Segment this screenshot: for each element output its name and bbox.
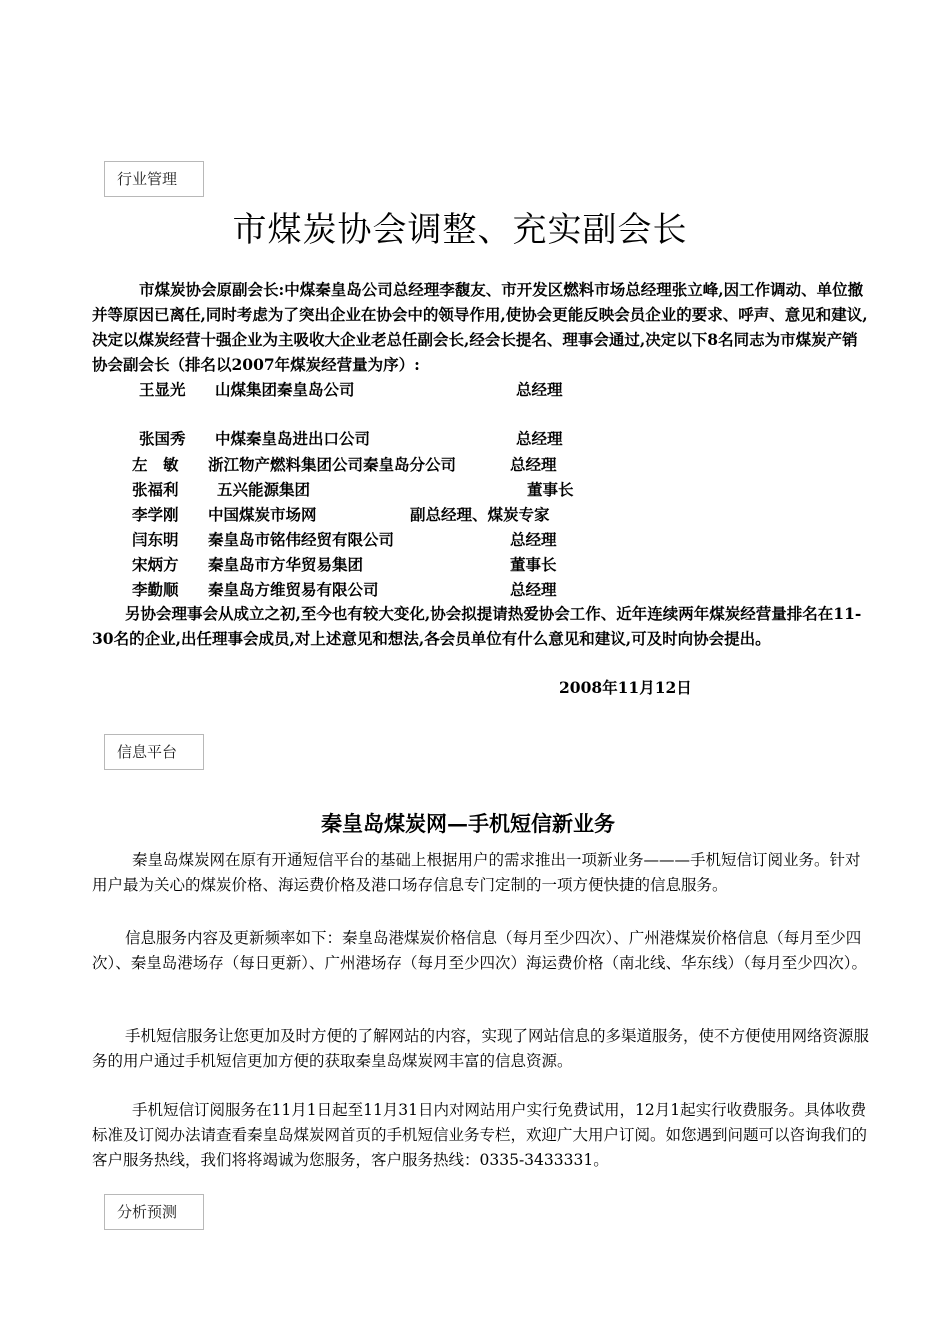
member-name: 闫东明 bbox=[132, 530, 179, 549]
article2-paragraph-2: 信息服务内容及更新频率如下：秦皇岛港煤炭价格信息（每月至少四次）、广州港煤炭价格信息（每月至少四次）、秦皇岛港场存（每日更新）、广州港场存（每月至少四次）海运费价格（南北线、华东线）（每月至少四次）。 bbox=[92, 929, 868, 972]
section-tag-industry: 行业管理 bbox=[104, 161, 204, 197]
member-name: 王显光 bbox=[139, 380, 186, 399]
member-title: 董事长 bbox=[510, 555, 557, 574]
member-company: 中国煤炭市场网 bbox=[208, 505, 317, 524]
member-title: 总经理 bbox=[510, 580, 557, 599]
section-tag-analysis: 分析预测 bbox=[104, 1194, 204, 1230]
member-company: 五兴能源集团 bbox=[217, 480, 311, 499]
article-closing: 另协会理事会从成立之初,至今也有较大变化,协会拟提请热爱协会工作、近年连续两年煤炭经营量排名在11-30名的企业,出任理事会成员,对上述意见和想法,各会员单位有什么意见和建议,可及时向协会提出。 bbox=[92, 604, 862, 648]
member-name: 左 敏 bbox=[132, 455, 179, 474]
article-title: 市煤炭协会调整、充实副会长 bbox=[232, 210, 688, 250]
member-company: 秦皇岛方维贸易有限公司 bbox=[208, 580, 379, 599]
member-company: 秦皇岛市方华贸易集团 bbox=[208, 555, 364, 574]
member-company: 浙江物产燃料集团公司秦皇岛分公司 bbox=[208, 455, 457, 474]
article2-paragraph-4: 手机短信订阅服务在11月1日起至11月31日内对网站用户实行免费试用，12月1起实行收费服务。具体收费标准及订阅办法请查看秦皇岛煤炭网首页的手机短信业务专栏，欢迎广大用户订阅。如您遇到问题可以咨询我们的客户服务热线，我们将将竭诚为您服务，客户服务热线：0335-3433331。 bbox=[92, 1101, 868, 1169]
article-date: 2008年11月12日 bbox=[559, 678, 692, 697]
member-title: 总经理 bbox=[516, 380, 563, 399]
member-title: 总经理 bbox=[510, 455, 557, 474]
member-company: 山煤集团秦皇岛公司 bbox=[215, 380, 355, 399]
member-name: 宋炳方 bbox=[132, 555, 179, 574]
member-title: 副总经理、煤炭专家 bbox=[410, 505, 550, 524]
article-intro: 市煤炭协会原副会长:中煤秦皇岛公司总经理李馥友、市开发区燃料市场总经理张立峰,因工作调动、单位撤并等原因已离任,同时考虑为了突出企业在协会中的领导作用,使协会更能反映会员企业的要求、呼声、意见和建议,决定以煤炭经营十强企业为主吸收大企业老总任副会长,经会长提名、理事会通过,决定以下8名同志为市煤炭产销协会副会长（排名以2007年煤炭经营量为序）: bbox=[92, 280, 868, 374]
article2-paragraph-1: 秦皇岛煤炭网在原有开通短信平台的基础上根据用户的需求推出一项新业务———手机短信订阅业务。针对用户最为关心的煤炭价格、海运费价格及港口场存信息专门定制的一项方便快捷的信息服务。 bbox=[92, 851, 861, 894]
member-name: 张国秀 bbox=[139, 429, 186, 448]
section-tag-info: 信息平台 bbox=[104, 734, 204, 770]
member-name: 李学刚 bbox=[132, 505, 179, 524]
member-company: 中煤秦皇岛进出口公司 bbox=[215, 429, 371, 448]
member-title: 总经理 bbox=[510, 530, 557, 549]
article2-paragraph-3: 手机短信服务让您更加及时方便的了解网站的内容，实现了网站信息的多渠道服务，使不方便使用网络资源服务的用户通过手机短信更加方便的获取秦皇岛煤炭网丰富的信息资源。 bbox=[92, 1027, 870, 1070]
member-title: 董事长 bbox=[527, 480, 574, 499]
member-title: 总经理 bbox=[516, 429, 563, 448]
member-name: 张福利 bbox=[132, 480, 179, 499]
member-name: 李勤顺 bbox=[132, 580, 179, 599]
member-company: 秦皇岛市铭伟经贸有限公司 bbox=[208, 530, 395, 549]
article2-title: 秦皇岛煤炭网—手机短信新业务 bbox=[321, 811, 615, 836]
